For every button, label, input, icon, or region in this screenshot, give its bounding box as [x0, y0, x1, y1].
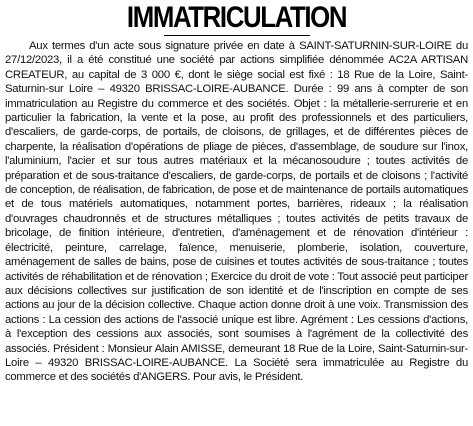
- notice-body: Aux termes d'un acte sous signature privée en date à SAINT-SATURNIN-SUR-LOIRE du 27/12/2023, il a été constitué une société par actions simplifiée dénommée AC2A ARTISAN CREATEUR, au capital de 3 000 €, dont le siège social est fixé : 18 Rue de la Loire, Saint-Saturnin-sur Loire – 49320 BRISSAC-LOIRE-AUBANCE. Durée : 99 ans à compter de son immatriculation au Registre du commerce et des sociétés. Objet : la métallerie-serrurerie et en particulier la fabrication, la vente et la pose, au profit des professionnels et des particuliers, d'escaliers, de garde-corps, de portails, de cloisons, de grillages, et de différentes pièces de charpente, la réalisation d'opérations de pliage de pièces, d'assemblage, de soudure sur l'inox, l'aluminium, l'acier et sur tous autres matériaux et la mécanosoudure ; toutes activités de préparation et de sous-traitance d'escaliers, de garde-corps, de portails et de cloisons ; l'activité de conception, de réalisation, de fabrication, de pose et de maintenance de portails automatiques et de tous matériels automatiques, notamment portes, barrières, rideaux ; la réalisation d'ouvrages chaudronnés et de structures métalliques ; toutes activités de petits travaux de bricolage, de finition intérieure, d'entretien, d'aménagement et de rénovation d'intérieur : électricité, peinture, carrelage, faïence, menuiserie, plomberie, isolation, couverture, aménagement de salles de bains, pose de cuisines et toutes activités de sous-traitance ; toutes activités de réhabilitation et de rénovation ; Exercice du droit de vote : Tout associé peut participer aux décisions collectives sur justification de son identité et de l'inscription en compte de ses actions au jour de la décision collective. Chaque action donne droit à une voix. Transmission des actions : La cession des actions de l'associé unique est libre. Agrément : Les cessions d'actions, à l'exception des cessions aux associés, sont soumises à l'agrément de la collectivité des associés. Président : Monsieur Alain AMISSE, demeurant 18 Rue de la Loire, Saint-Saturnin-sur-Loire – 49320 BRISSAC-LOIRE-AUBANCE. La Société sera immatriculée au Registre du commerce et des sociétés d'ANGERS. Pour avis, le Président.: [5, 40, 468, 384]
- title-underline: [164, 35, 310, 36]
- legal-notice: [5, 2, 468, 424]
- notice-title: IMMATRICULATION: [126, 1, 347, 34]
